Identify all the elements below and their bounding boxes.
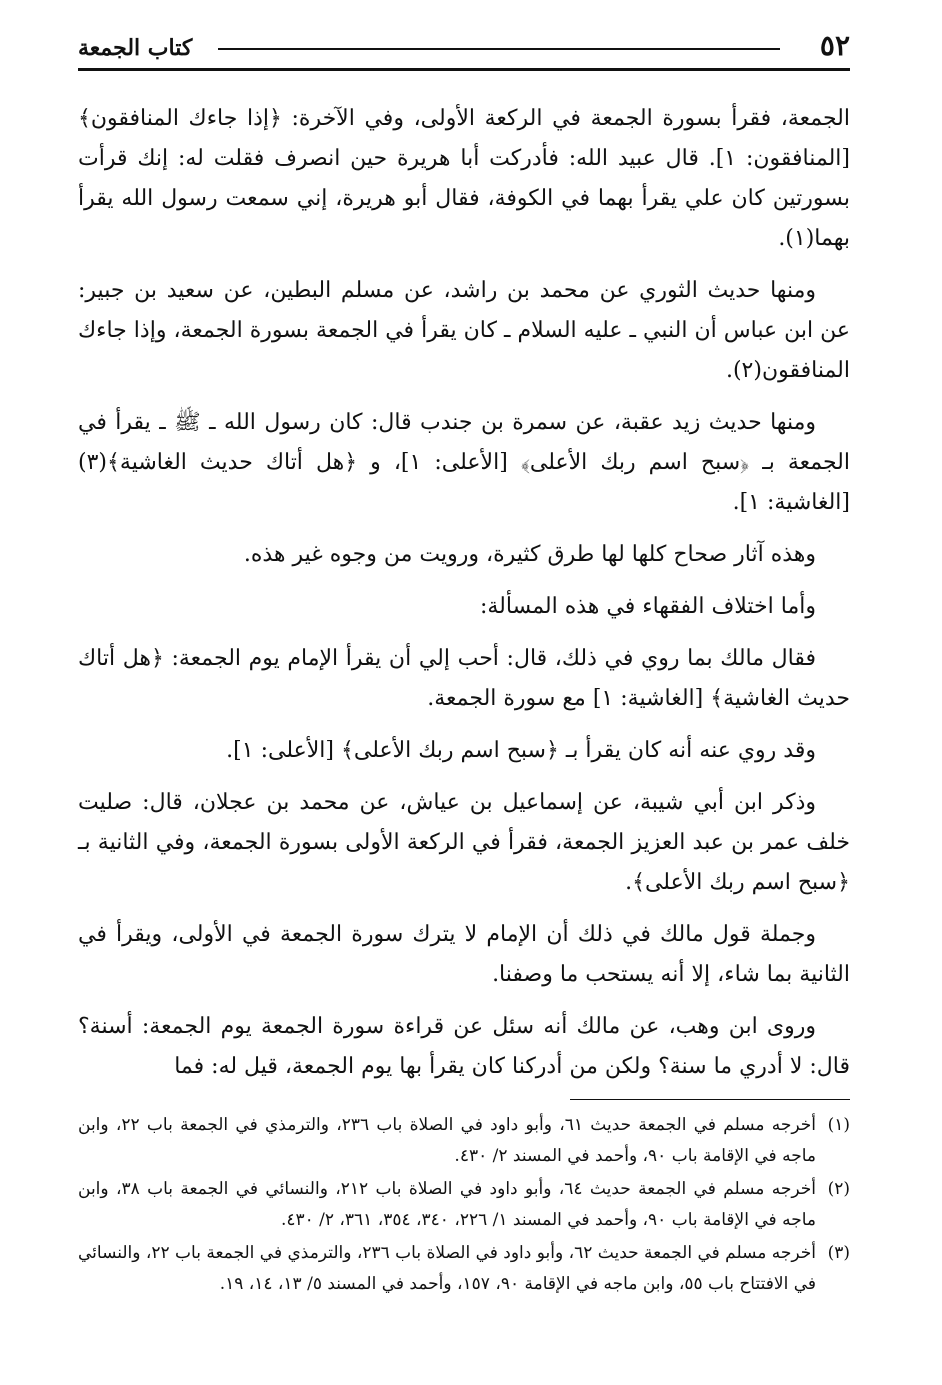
- paragraph: وقد روي عنه أنه كان يقرأ بـ ﴿سبح اسم ربك الأعلى﴾ [الأعلى: ١].: [226, 738, 816, 763]
- book-title: كتاب الجمعة: [78, 35, 193, 61]
- footnote: [78, 1174, 850, 1236]
- page-number: ٥٢: [819, 29, 850, 62]
- paragraph: فقال مالك بما روي في ذلك، قال: أحب إلي أن يقرأ الإمام يوم الجمعة: ﴿هل أتاك حديث الغاشية﴾ [الغاشية: ١] مع سورة الجمعة.: [78, 646, 850, 711]
- footnote-number: (٢): [827, 1179, 850, 1199]
- paragraph: الجمعة، فقرأ بسورة الجمعة في الركعة الأولى، وفي الآخرة: ﴿إذا جاءك المنافقون﴾ [المنافقون: ١]. قال عبيد الله: فأدركت أبا هريرة حين انصرف فقلت له: إنك قرأت بسورتين كان علي يقرأ بهما في الكوفة، فقال أبو هريرة، إني سمعت رسول الله يقرأ بهما(١).: [78, 106, 850, 251]
- paragraph: ومنها حديث الثوري عن محمد بن راشد، عن مسلم البطين، عن سعيد بن جبير: عن ابن عباس أن النبي ـ عليه السلام ـ كان يقرأ في الجمعة بسورة الجمعة، وإذا جاءك المنافقون(٢).: [78, 278, 850, 383]
- book-page: [78, 26, 850, 1302]
- paragraph: وأما اختلاف الفقهاء في هذه المسألة:: [479, 594, 816, 619]
- paragraph: وروى ابن وهب، عن مالك أنه سئل عن قراءة سورة الجمعة يوم الجمعة: أسنة؟ قال: لا أدري ما سنة؟ ولكن من أدركنا كان يقرأ بها يوم الجمعة، قيل له: فما: [78, 1014, 850, 1079]
- running-header: [78, 26, 850, 71]
- footnote-separator: [570, 1099, 850, 1100]
- footnote: [78, 1110, 850, 1172]
- paragraph: وذكر ابن أبي شيبة، عن إسماعيل بن عياش، عن محمد بن عجلان، قال: صليت خلف عمر بن عبد العزيز الجمعة، فقرأ في الركعة الأولى بسورة الجمعة، وفي الثانية بـ ﴿سبح اسم ربك الأعلى﴾.: [78, 790, 850, 895]
- footnote-number: (٣): [827, 1243, 850, 1263]
- footnote: [78, 1238, 850, 1300]
- footnote-text: أخرجه مسلم في الجمعة حديث ٦٤، وأبو داود في الصلاة باب ٢١٢، والنسائي في الجمعة باب ٣٨، وابن ماجه في الإقامة باب ٩٠، وأحمد في المسند ١/ ٢٢٦، ٣٤٠، ٣٥٤، ٣٦١، ٢/ ٤٣٠.: [78, 1179, 817, 1230]
- paragraph: ومنها حديث زيد عقبة، عن سمرة بن جندب قال: كان رسول الله ـ ﷺ ـ يقرأ في الجمعة بـ ﴿سبح اسم ربك الأعلى﴾ [الأعلى: ١]، و ﴿هل أتاك حديث الغاشية﴾(٣) [الغاشية: ١].: [78, 410, 851, 515]
- paragraph: وهذه آثار صحاح كلها لها طرق كثيرة، ورويت من وجوه غير هذه.: [243, 542, 816, 567]
- footnote-number: (١): [827, 1115, 850, 1135]
- footnote-text: أخرجه مسلم في الجمعة حديث ٦٢، وأبو داود في الصلاة باب ٢٣٦، والترمذي في الجمعة باب ٢٢، والنسائي في الافتتاح باب ٥٥، وابن ماجه في الإقامة ٩٠، ١٥٧، وأحمد في المسند ٥/ ١٣، ١٤، ١٩.: [77, 1243, 816, 1294]
- footnotes: [78, 1110, 850, 1300]
- main-text: [78, 99, 850, 1087]
- header-rule: [218, 48, 780, 50]
- footnote-text: أخرجه مسلم في الجمعة حديث ٦١، وأبو داود في الصلاة باب ٢٣٦، والترمذي في الجمعة باب ٢٢، وابن ماجه في الإقامة باب ٩٠، وأحمد في المسند ٢/ ٤٣٠.: [78, 1115, 816, 1166]
- paragraph: وجملة قول مالك في ذلك أن الإمام لا يترك سورة الجمعة في الأولى، ويقرأ في الثانية بما شاء، إلا أنه يستحب ما وصفنا.: [78, 922, 850, 987]
